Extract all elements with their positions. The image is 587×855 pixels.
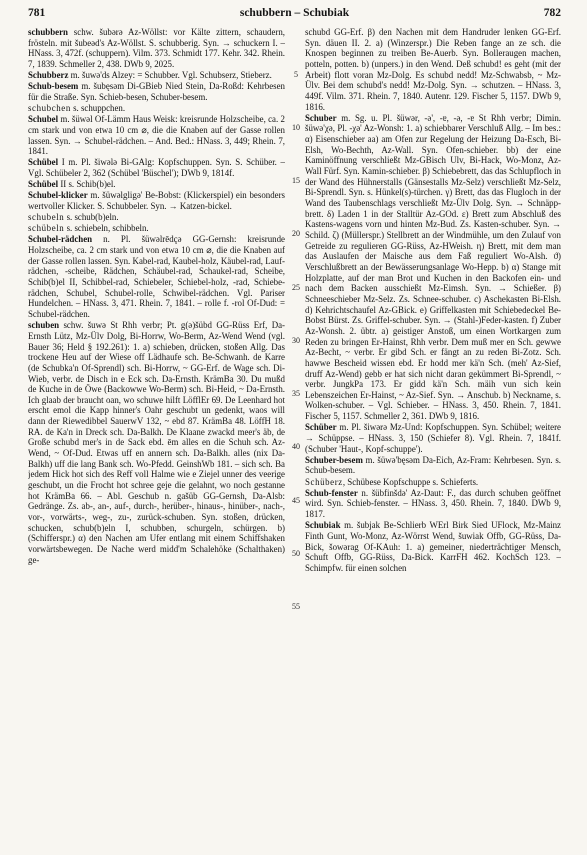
entry-headword: Schüber — [305, 422, 337, 433]
dictionary-entry — [305, 455, 561, 476]
entry-headword: schubchen — [28, 103, 71, 114]
dictionary-entry — [305, 520, 561, 573]
entry-headword: Schubel-rädchen — [28, 234, 93, 245]
entry-headword: Schübel — [28, 179, 59, 190]
entry-body: m. šuwə'ds Alzey: = Schubber. Vgl. Schubserz, Stieberz. — [68, 70, 272, 81]
entry-headword: schubeln — [28, 212, 65, 223]
line-number: 25 — [292, 282, 300, 292]
entry-body: m. šüwəlgligə' Be-Bobst: (Klickerspiel) ein besonders wertvoller Klicker. S. Schubbeler. Syn. → Katzen-bickel. — [28, 190, 285, 211]
line-number: 10 — [292, 122, 300, 132]
line-number: 35 — [292, 389, 300, 399]
dictionary-entry — [28, 212, 285, 223]
left-column — [28, 27, 285, 853]
entry-body: m. šubęsəm Di-GBieb Nied Stein, Da-Roßd: Kehrbesen für die Straße. Syn. Schieb-besen, Schuber-besem. — [28, 81, 285, 102]
page-header — [28, 7, 561, 23]
entry-headword: Schubberz — [28, 70, 69, 81]
entry-body: n. šübfinšdə' Az-Daut: F., das durch schuben geöffnet wird. Syn. Schieb-fenster. – HNass. 3, 450. Rhein. 7, 1840. DWb 9, 1817. — [305, 487, 561, 520]
entry-body: n. Pl. šüwəlrēdçə GG-Gernsh: kreisrunde Holzscheibe, ca. 2 cm stark und von etwa 10 cm ⌀, die die Knaben auf der Gasse rollen lassen. Syn. Kabel-rad, Kaubel-holz, Käubel-rad, Lauf-rädchen, -scheibe, Rädchen, Schäubel-rad, Schaukel-rad, Scheibe, Schib(b)el II, Schibbel-rad, Schiebeler, Schiebel-holz, -rad, Schiebe-rädchen, Schubel, Schubel-rolle, Schwibel-rädchen. Vgl. Pariser Hundelchen. – HNass. 3, 471. Rhein. 7, 1841. – rolle f. -rol Of-Dud: = Schubel-rädchen. — [28, 234, 285, 320]
page-number-right: 782 — [543, 7, 561, 19]
dictionary-entry — [28, 70, 285, 81]
right-column — [305, 27, 561, 853]
entry-headword: Schüberz — [305, 476, 343, 487]
dictionary-entry — [28, 234, 285, 319]
entry-headword: Schub-besem — [28, 81, 79, 92]
running-head: schubbern – Schubiak — [239, 7, 350, 19]
line-number: 20 — [292, 229, 300, 239]
dictionary-entry — [305, 27, 561, 112]
entry-headword: Schuber — [305, 112, 337, 123]
line-number: 5 — [294, 69, 298, 79]
entry-headword: Schübel — [28, 157, 59, 168]
line-number: 40 — [292, 442, 300, 452]
entry-headword: Schubel-klicker — [28, 190, 88, 201]
entry-headword: Schubel — [28, 114, 59, 125]
line-number: 30 — [292, 335, 300, 345]
entry-body: schubd GG-Erf. β) den Nachen mit dem Handruder lenken GG-Erf. Syn. däuen II. 2. a) (Winzerspr.) Die Reben fange an ze sch. die Knospen beginnen zu treiben Be-Auerb. Syn. Bolleraugen machen, potteln, potten. b) (unpers.) in den Wend. Deß schubd! es geht (mit der Arbeit) flott voran Mz-Dolg. Es schubd nedd! Mz-Schwabsb, ~ Mz-Ülv. Bei dem schubd's nedd! Mz-Dolg. Syn. → schutzen. – HNass. 3, 449f. Vilm. 371. Rhein. 7, 1840. Autenr. 129. Fischer 5, 1157. DWb 9, 1816. — [305, 27, 561, 112]
dictionary-entry — [28, 179, 285, 190]
dictionary-entry — [28, 223, 285, 234]
entry-body: I m. Pl. šiwələ Bi-GAlg: Kopfschuppen. Syn. S. Schüber. – Vgl. Schübeler 2, 362 (Schübel 'Büschel'); DWb 9, 1814f. — [28, 157, 285, 179]
entry-body: II s. Schib(b)el. — [58, 179, 116, 190]
entry-headword: Schub-fenster — [305, 487, 358, 498]
entry-headword: schübeln — [28, 223, 65, 234]
dictionary-entry — [28, 103, 285, 114]
page-number-left: 781 — [28, 7, 46, 19]
entry-headword: Schuber-besem — [305, 454, 363, 465]
entry-headword: Schubiak — [305, 520, 341, 531]
dictionary-entry — [305, 422, 561, 454]
line-number: 45 — [292, 495, 300, 505]
entry-body: s. schub(b)eln. — [64, 212, 119, 223]
entry-body: s. schiebeln, schibbeln. — [64, 223, 149, 234]
entry-body: m. šüwəl Of-Lämm Haus Weisk: kreisrunde Holzscheibe, ca. 2 cm stark und von etwa 10 cm ⌀, die die Knaben auf der Gasse rollen lassen. Syn. → Schubel-rädchen. – And. Bed.: HNass. 3, 449; Rhein. 7, 1841. — [28, 114, 285, 157]
dictionary-entry — [305, 477, 561, 488]
dictionary-entry — [28, 320, 285, 565]
entry-body: s. schuppchen. — [70, 103, 126, 114]
dictionary-entry — [305, 488, 561, 520]
line-number: 50 — [292, 548, 300, 558]
line-number: 15 — [292, 176, 300, 186]
entry-body: schw. šubərə Az-Wöllst: vor Kälte zittern, schaudern, frösteln. mit šubeəd's Az-Wöllst. S. schubberig. Syn. → schuckern I. – HNass. 3, 472f. (schuppern). Vilm. 373. Schmidt 177. Kehr. 342. Rhein. 7, 1839. Schmeller 2, 438. DWb 9, 2025. — [28, 27, 285, 69]
entry-body: m. šubjak Be-Schlierb WErl Birk Sied UFlock, Mz-Mainz Finth Gunt, Wo-Monz, Az-Wörrst Wend, šuwiak Offb, GG-Rüss, Da-Bick, šowərag Of-KAuh: 1. a) gemeiner, niederträchtiger Mensch, Schuft Offb, GG-Rüss, Da-Bick. KarrFH 462. KochSch 123. – Schimpfw. für einen solchen — [305, 520, 561, 573]
dictionary-entry — [28, 114, 285, 157]
entry-headword: schubbern — [28, 27, 68, 37]
dictionary-entry — [28, 190, 285, 211]
entry-headword: schuben — [28, 320, 60, 331]
entry-body: m. šüwə'bęsəm Da-Eich, Az-Fram: Kehrbesen. Syn. s. Schub-besem. — [305, 454, 561, 476]
entry-body: , Schübese Kopfschuppe s. Schieferts. — [342, 476, 479, 487]
dictionary-entry — [28, 27, 285, 70]
entry-body: schw. šuwə St Rhh verbr; Pt. g(ə)šübd GG-Rüss Erf, Da-Ernsth Lütz, Mz-Ülv Dolg, Bi-Horrw, Wo-Berm, Az-Wend Wend (vgl. Bauer 36; Held § 192.261): 1. a) schieben, drücken, stoßen Allg. Das trockene Heu auf der Wiese off Lädhaufe sch. Be-Schwanh. de Karre (de Schubka'n Of-Sprendl) sch. Bi-Horrw, ~ GG-Erf. de Wage sch. Di-Wieb, verbr. de Disch in e Eck sch. Da-Ernsth. KrämBa 30. Du mußd de Kuche in de Öwe (Backowwe Wo-Berm) sch. Bi-Heid, ~ Da-Ernsth. Ich glaab der braucht oan, wo schuwe hilft LöfflEr 69. De Leenhard hot erscht emol die Kapp hinner's Oahr geschubt un gedenkt, waos will dann der Riewedibbel SauerwV 132, ~ ebd 87. KrämBa 48. LöffH 18. RA. de Ka'n in Dreck sch. Da-Balkh. De Klaane zwackd meer's äb, de Große schubd mer's in de Sack ebd. ēm alles en die Schuh sch. Az-Wend, ~ Of-Dud. Etwas uff en annern sch. Da-Balkh. alles (nix Da-Balkh) uff die lang Bank sch. Wo-Pfedd. GeinshWb 181. – sich sch. Ba jedem Hick hot sich des Reff voll Halme wie e Ziejel unner des veerige geschubt, un die Frocht hot schree geje die gelahnt, wo noch gestanne hot KrämBa 66. – Abl. Geschub n. gašüb GG-Gernsh, Da-Alsb: Gedränge. Zs. ab-, an-, auf-, durch-, herüber-, hinaus-, hinüber-, nach-, vor-, vorwärts-, weg-, zu-, zurück-schuben. Syn. stoßen, drücken, schucken, schub(b)eln I, schubben, schurgeln, schürgen. b) (Schifferspr.) α) den Nachen am Ufer entlang mit einem Schiffshaken vorwärtsbewegen. De Nache werd midd'm Schalehöke (Schalthaken) ge- — [28, 320, 285, 565]
entry-body: m. Sg. u. Pl. šüwər, -ə', -ɐ, -ə, -ɐ St Rhh verbr; Dimin. šüwə'χə, Pl. -χə' Az-Wonsh: 1. a) schiebbarer Verschluß Allg. – Im bes.: α) Eisenschieber aa) am Ofen zur Regelung der Heizung Da-Esch, Bi-Elsh, Wo-Bechth, Az-Wall. Syn. Ofen-schieber. bb) der eine Kaminöffnung verschließt Mz-GBisch Ulv, Bi-Hack, Wo-Monz, Az-Wall Fürf. Syn. Kamin-schieber. β) Schiebebrett, das das Schlupfloch in der Wand des Hühnerstalls (Gänsestalls Mz-Selz) verschließt Mz-Selz, Bi-Sprendl. Syn. s. Hünkel(s)-türchen. γ) Brett, das das Flugloch in der Wand des Taubenschlags verschließt Mz-Ülv Dolg. Syn. → Schnäpp-brett. δ) Laden 1 in der Stalltür Az-GOd. ε) Brett zum Abschluß des Kastens-wagens vorn und hinten Mz-Bud. Zs. Kasten-schuber. Syn. → Schild. ζ) (Müllerspr.) Stellbrett an der Windmühle, um den Zulauf von Getreide zu regulieren GG-Rüss, Az-HWeish. η) Brett, mit dem man das Auslaufen der Maische aus dem Faß reguliert Wo-Alsh. ϑ) Verschlußbrett an der Bewässerungsanlage Wo-Hepp. b) α) Stange mit Holzplatte, auf der man Brot und Kuchen in den Backofen ein- und nach dem Backen ausschießt Mz-Eimsh. Syn. → Schießer. β) Schneeschieber Mz-Selz. Zs. Schnee-schuber. c) Aschekasten Bi-Elsh. d) Kehrichtschaufel Az-GBick. e) Griffelkasten mit Schiebedeckel Be-Bobst Bürst. Zs. Griffel-schuber. Syn. → (Stahl-)Feder-kasten. f) Zuber Az-Wonsh. 2. übtr. a) geistiger Anstoß, um einen Wortkargen zum Reden zu bringen Er-Hainst, Rhh verbr. Dem muß mer en Sch. gewwe Az-Becht, ~ verbr. Er gibd Sch. er fängt an zu reden Bi-Zotz. Sch. hawwe Bescheid wissen ebd. Er hodd mer kä'n Sch. (meh' Az-Sief, druff Az-Wend) gebb er hat sich nicht daran gekümmert Bi-Sprendl, ~ verbr. JungkPa 173. Er gidd kä'n Sch. mäih vun sich kein Lebenszeichen Er-Hainst, ~ Az-Sief. Syn. → Anschub. b) Neckname, s. Wolken-schuber. – Vgl. Schieber. – HNass. 3, 450. Rhein. 7, 1841. Fischer 5, 1157. Schmeller 2, 361. DWb 9, 1816. — [305, 112, 561, 422]
line-number: 55 — [292, 602, 300, 612]
dictionary-entry — [28, 81, 285, 102]
entry-body: m. Pl. šiwərə Mz-Und: Kopfschuppen. Syn. Schübel; weitere → Schüppse. – HNass. 3, 150 (Schiefer 8). Vgl. Rhein. 7, 1841f. (Schuber 'Haut-, Kopf-schuppe'). — [305, 422, 561, 454]
dictionary-entry — [28, 157, 285, 178]
dictionary-entry — [305, 113, 561, 422]
